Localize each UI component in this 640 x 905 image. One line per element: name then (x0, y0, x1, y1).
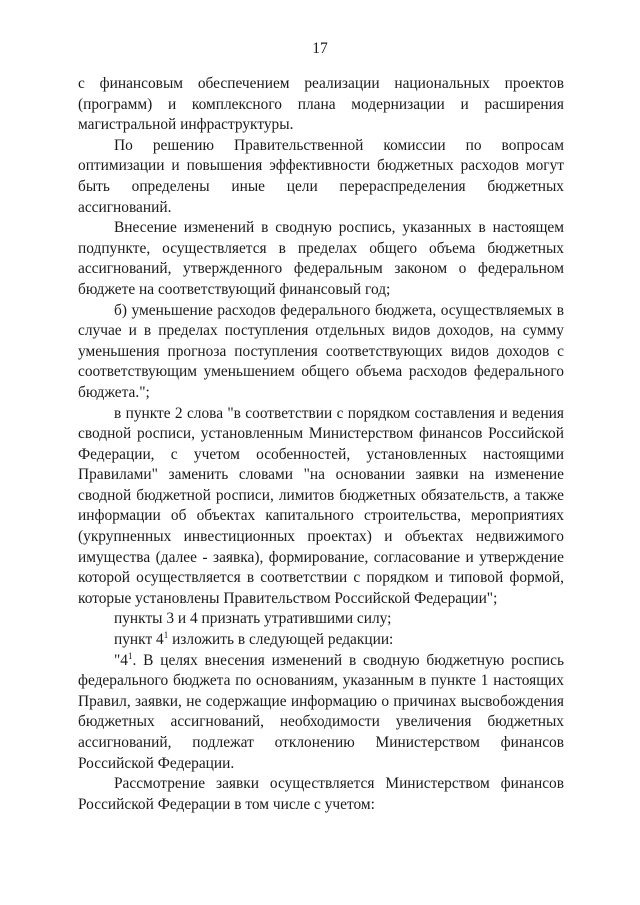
page-number: 17 (312, 40, 328, 57)
quoted-point-before: "4 (114, 651, 128, 669)
paragraph-6: пункты 3 и 4 признать утратившими силу; (114, 610, 392, 628)
quoted-point-after: . В целях внесения изменений в сводную бюджетную роспись федерального бюджета по основаниям, указанным в пункте 1 настоящих Правил, заявки, не содержащие информацию о причинах высвобождения бюджетных ассигнований, необходимости увеличения бюджетных ассигнований, подлежат отклонению Министерством финансов Российской Федерации. (78, 651, 564, 772)
paragraph-4: б) уменьшение расходов федерального бюджета, осуществляемых в случае и в пределах поступления отдельных видов доходов, на сумму уменьшения прогноза поступления соответствующих видов доходов с соответствующим уменьшением общего объема расходов федерального бюджета."; (78, 301, 564, 401)
paragraph-point-line (78, 630, 564, 651)
paragraph-5: в пункте 2 слова "в соответствии с порядком составления и ведения сводной росписи, установленным Министерством финансов Российской Федерации, с учетом особенностей, установленных настоящими Правилами" заменить словами "на основании заявки на изменение сводной бюджетной росписи, лимитов бюджетных обязательств, а также информации об объектах капитального строительства, мероприятиях (укрупненных инвестиционных проектах) и объектах недвижимого имущества (далее - заявка), формирование, согласование и утверждение которой осуществляется в соответствии с порядком и типовой формой, которые установлены Правительством Российской Федерации"; (78, 404, 564, 607)
quoted-point-superscript: 1 (127, 650, 133, 661)
point-line-before: пункт 4 (114, 631, 164, 649)
paragraph-quoted-point (78, 651, 564, 775)
point-line-after: изложить в следующей редакции: (168, 631, 394, 649)
document-body (78, 74, 564, 815)
paragraph-2: По решению Правительственной комиссии по вопросам оптимизации и повышения эффективности бюджетных расходов могут быть определены иные цели перераспределения бюджетных ассигнований. (78, 136, 564, 216)
point-line-superscript: 1 (163, 630, 169, 641)
paragraph-1: с финансовым обеспечением реализации национальных проектов (программ) и комплексного плана модернизации и расширения магистральной инфраструктуры. (78, 75, 564, 134)
paragraph-last: Рассмотрение заявки осуществляется Министерством финансов Российской Федерации в том числе с учетом: (78, 775, 564, 813)
paragraph-3: Внесение изменений в сводную роспись, указанных в настоящем подпункте, осуществляется в пределах общего объема бюджетных ассигнований, утвержденного федеральным законом о федеральном бюджете на соответствующий финансовый год; (78, 219, 564, 298)
